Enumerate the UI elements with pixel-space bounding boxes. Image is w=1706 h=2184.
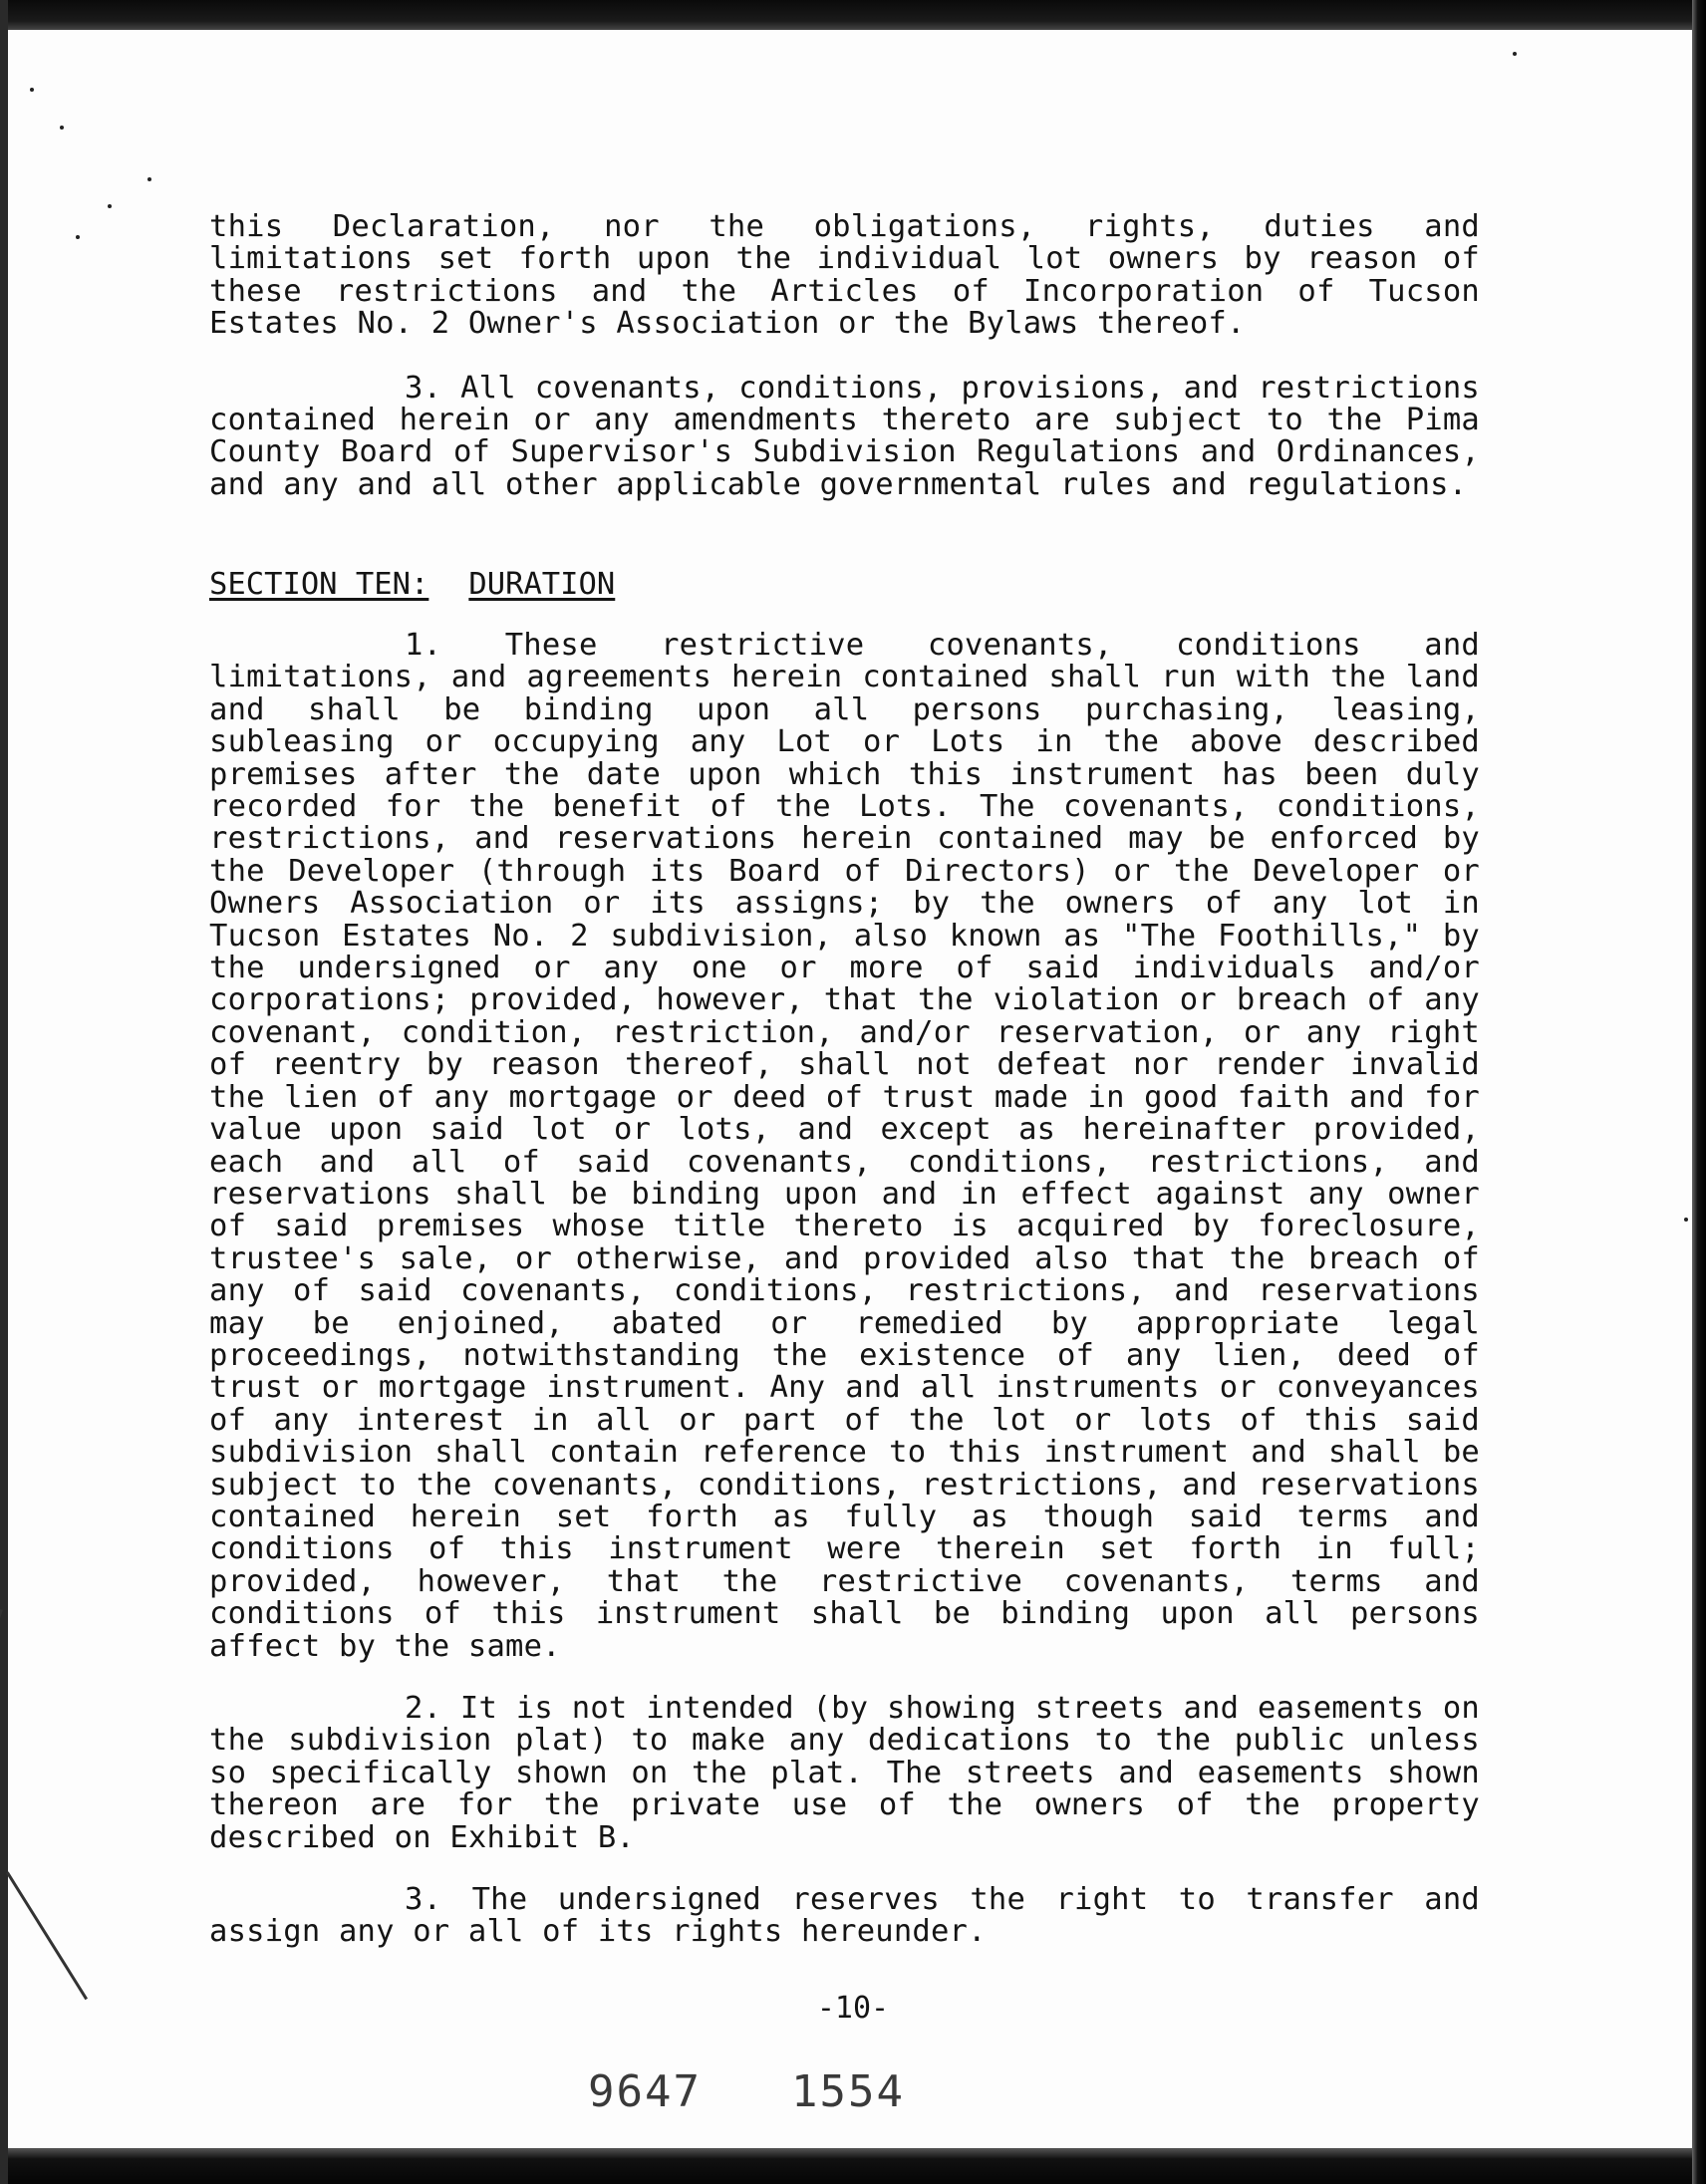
paragraph-ten-1: 1. These restrictive covenants, conditions and limitations, and agreements herein contained shall run with the land and shall be binding upon all persons purchasing, leasing, subleasing or occupying any Lot or Lots in the above described premises after the date upon which this instrument has been duly recorded for the benefit of the Lots. The covenants, conditions, restrictions, and reservations herein contained may be enforced by the Developer (through its Board of Directors) or the Developer or Owners Association or its assigns; by the owners of any lot in Tucson Estates No. 2 subdivision, also known as "The Foothills," by the undersigned or any one or more of said individuals and/or corporations; provided, however, that the violation or breach of any covenant, condition, restriction, and/or reservation, or any right of reentry by reason thereof, shall not defeat nor render invalid the lien of any mortgage or deed of trust made in good faith and for value upon said lot or lots, and except as hereinafter provided, each and all of said covenants, conditions, restrictions, and reservations shall be binding upon and in effect against any owner of said premises whose title thereto is acquired by foreclosure, trustee's sale, or otherwise, and provided also that the breach of any of said covenants, conditions, restrictions, and reservations may be enjoined, abated or remedied by appropriate legal proceedings, notwithstanding the existence of any lien, deed of trust or mortgage instrument. Any and all instruments or conveyances of any interest in all or part of the lot or lots of this said subdivision shall contain reference to this instrument and shall be subject to the covenants, conditions, restrictions, and reservations contained herein set forth as fully as though said terms and conditions of this instrument were therein set forth in full; provided, however, that the restrictive covenants, terms and conditions of this instrument shall be binding upon all persons affect by the same.: [209, 628, 1480, 1664]
section-label: SECTION TEN:: [209, 567, 429, 602]
scan-speck: [60, 126, 64, 130]
scan-speck: [147, 177, 151, 181]
scan-border-right: [1692, 0, 1706, 2184]
scan-border-left: [0, 0, 8, 2184]
paragraph-ten-3: 3. The undersigned reserves the right to transfer and assign any or all of its rights hereunder.: [209, 1882, 1480, 1950]
paragraph-ten-2: 2. It is not intended (by showing streets and easements on the subdivision plat) to make any dedications to the public unless so specifically shown on the plat. The streets and easements shown thereon are for the private use of the owners of the property described on Exhibit B.: [209, 1691, 1480, 1855]
scan-speck: [108, 204, 112, 208]
scan-speck: [76, 235, 80, 239]
stamp-docket: 9647: [588, 2066, 702, 2117]
page-number: -10-: [816, 1991, 890, 2026]
stamp-page: 1554: [790, 2066, 905, 2117]
scan-speck: [1513, 52, 1517, 56]
section-title: DURATION: [468, 567, 616, 602]
scan-speck: [1684, 1218, 1688, 1222]
body-text-section-ten: [209, 630, 1480, 1949]
body-text-top: [209, 211, 1480, 501]
paragraph-intro: this Declaration, nor the obligations, rights, duties and limitations set forth upon the individual lot owners by reason of these restrictions and the Articles of Incorporation of Tucson Estates No. 2 Owner's Association or the Bylaws thereof.: [209, 209, 1480, 342]
scan-edge-line: [6, 1871, 88, 2000]
paragraph-nine-3: 3. All covenants, conditions, provisions, and restrictions contained herein or any amendments thereto are subject to the Pima County Board of Supervisor's Subdivision Regulations and Ordinances, and any and all other applicable governmental rules and regulations.: [209, 370, 1480, 502]
scan-speck: [30, 88, 34, 92]
scan-border-top: [0, 0, 1706, 30]
recording-stamp: [588, 2066, 905, 2117]
scan-border-bottom: [0, 2148, 1706, 2184]
section-heading: [209, 568, 615, 602]
